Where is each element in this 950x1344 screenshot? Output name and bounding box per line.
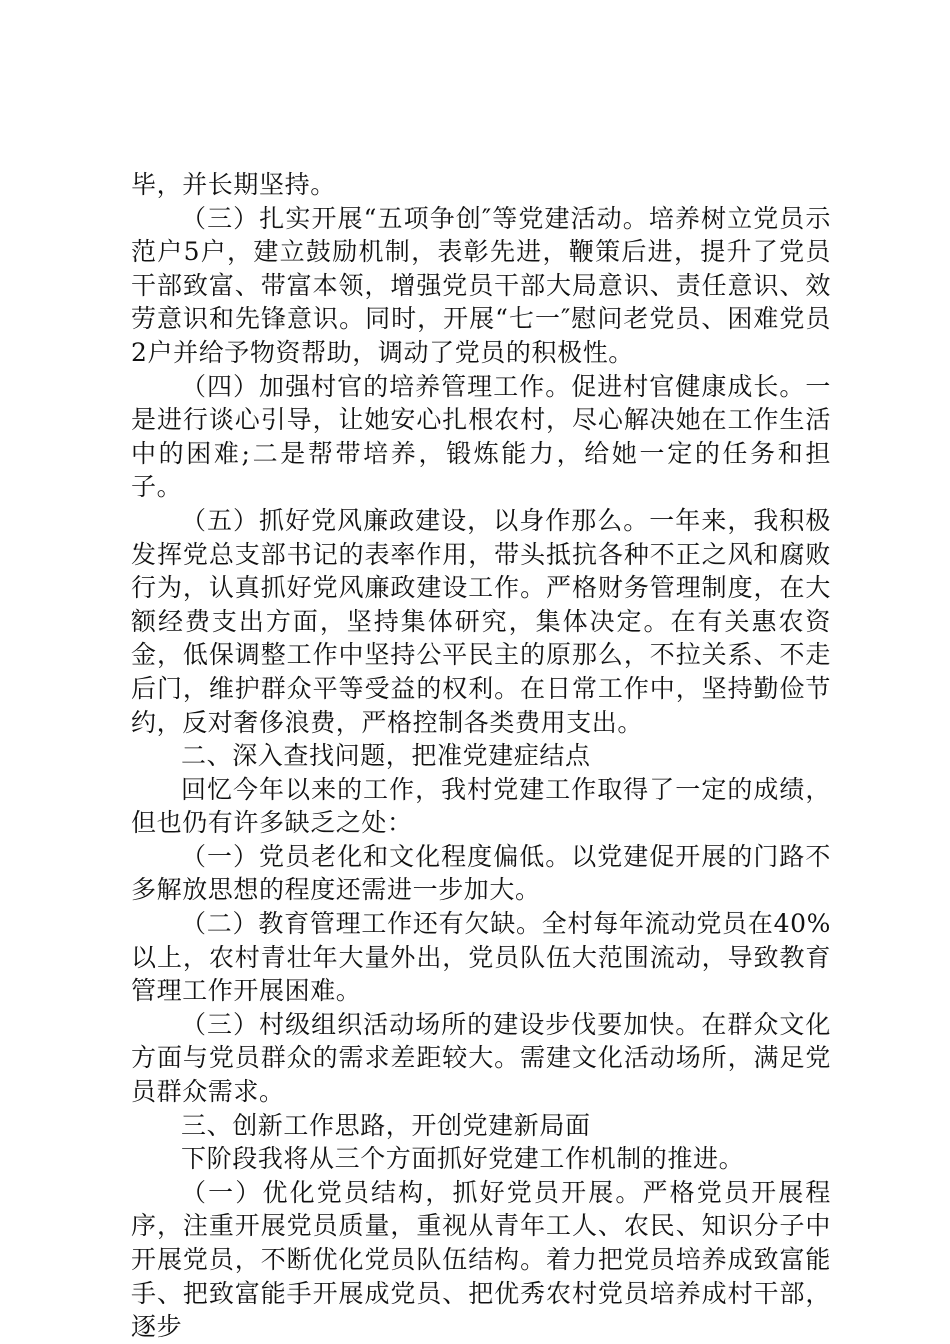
paragraph-problem-3: （三）村级组织活动场所的建设步伐要加快。在群众文化方面与党员群众的需求差距较大。需建文化活动场所，满足党员群众需求。 — [131, 1009, 831, 1107]
paragraph-item-3-five-creations: （三）扎实开展“五项争创″等党建活动。培养树立党员示范户5户，建立鼓励机制，表彰先进，鞭策后进，提升了党员干部致富、带富本领，增强党员干部大局意识、责任意识、效劳意识和先锋意识。同时，开展“七一″慰问老党员、困难党员2户并给予物资帮助，调动了党员的积极性。 — [131, 203, 831, 367]
paragraph-plan-1: （一）优化党员结构，抓好党员开展。严格党员开展程序，注重开展党员质量，重视从青年工人、农民、知识分子中开展党员，不断优化党员队伍结构。着力把党员培养成致富能手、把致富能手开展成党员、把优秀农村党员培养成村干部，逐步 — [131, 1177, 831, 1342]
document-page — [131, 168, 831, 1344]
paragraph-next-stage: 下阶段我将从三个方面抓好党建工作机制的推进。 — [181, 1144, 745, 1174]
paragraph-continuation: 毕，并长期坚持。 — [131, 170, 336, 199]
paragraph-problem-1: （一）党员老化和文化程度偏低。以党建促开展的门路不多解放思想的程度还需进一步加大。 — [131, 841, 831, 905]
paragraph-item-5-integrity: （五）抓好党风廉政建设，以身作那么。一年来，我积极发挥党总支部书记的表率作用，带头抵抗各种不正之风和腐败行为，认真抓好党风廉政建设工作。严格财务管理制度，在大额经费支出方面，坚持集体研究，集体决定。在有关惠农资金，低保调整工作中坚持公平民主的原那么，不拉关系、不走后门，维护群众平等受益的权利。在日常工作中，坚持勤俭节约，反对奢侈浪费，严格控制各类费用支出。 — [131, 505, 831, 737]
paragraph-problem-2: （二）教育管理工作还有欠缺。全村每年流动党员在40%以上，农村青壮年大量外出，党员队伍大范围流动，导致教育管理工作开展困难。 — [131, 909, 831, 1006]
paragraph-item-4-village-officer: （四）加强村官的培养管理工作。促进村官健康成长。一是进行谈心引导，让她安心扎根农村，尽心解决她在工作生活中的困难;二是帮带培养，锻炼能力，给她一定的任务和担子。 — [131, 371, 831, 502]
section-heading-3: 三、创新工作思路，开创党建新局面 — [181, 1110, 591, 1140]
paragraph-review: 回忆今年以来的工作，我村党建工作取得了一定的成绩，但也仍有许多缺乏之处： — [131, 774, 831, 838]
section-heading-2: 二、深入查找问题，把准党建症结点 — [181, 741, 591, 771]
